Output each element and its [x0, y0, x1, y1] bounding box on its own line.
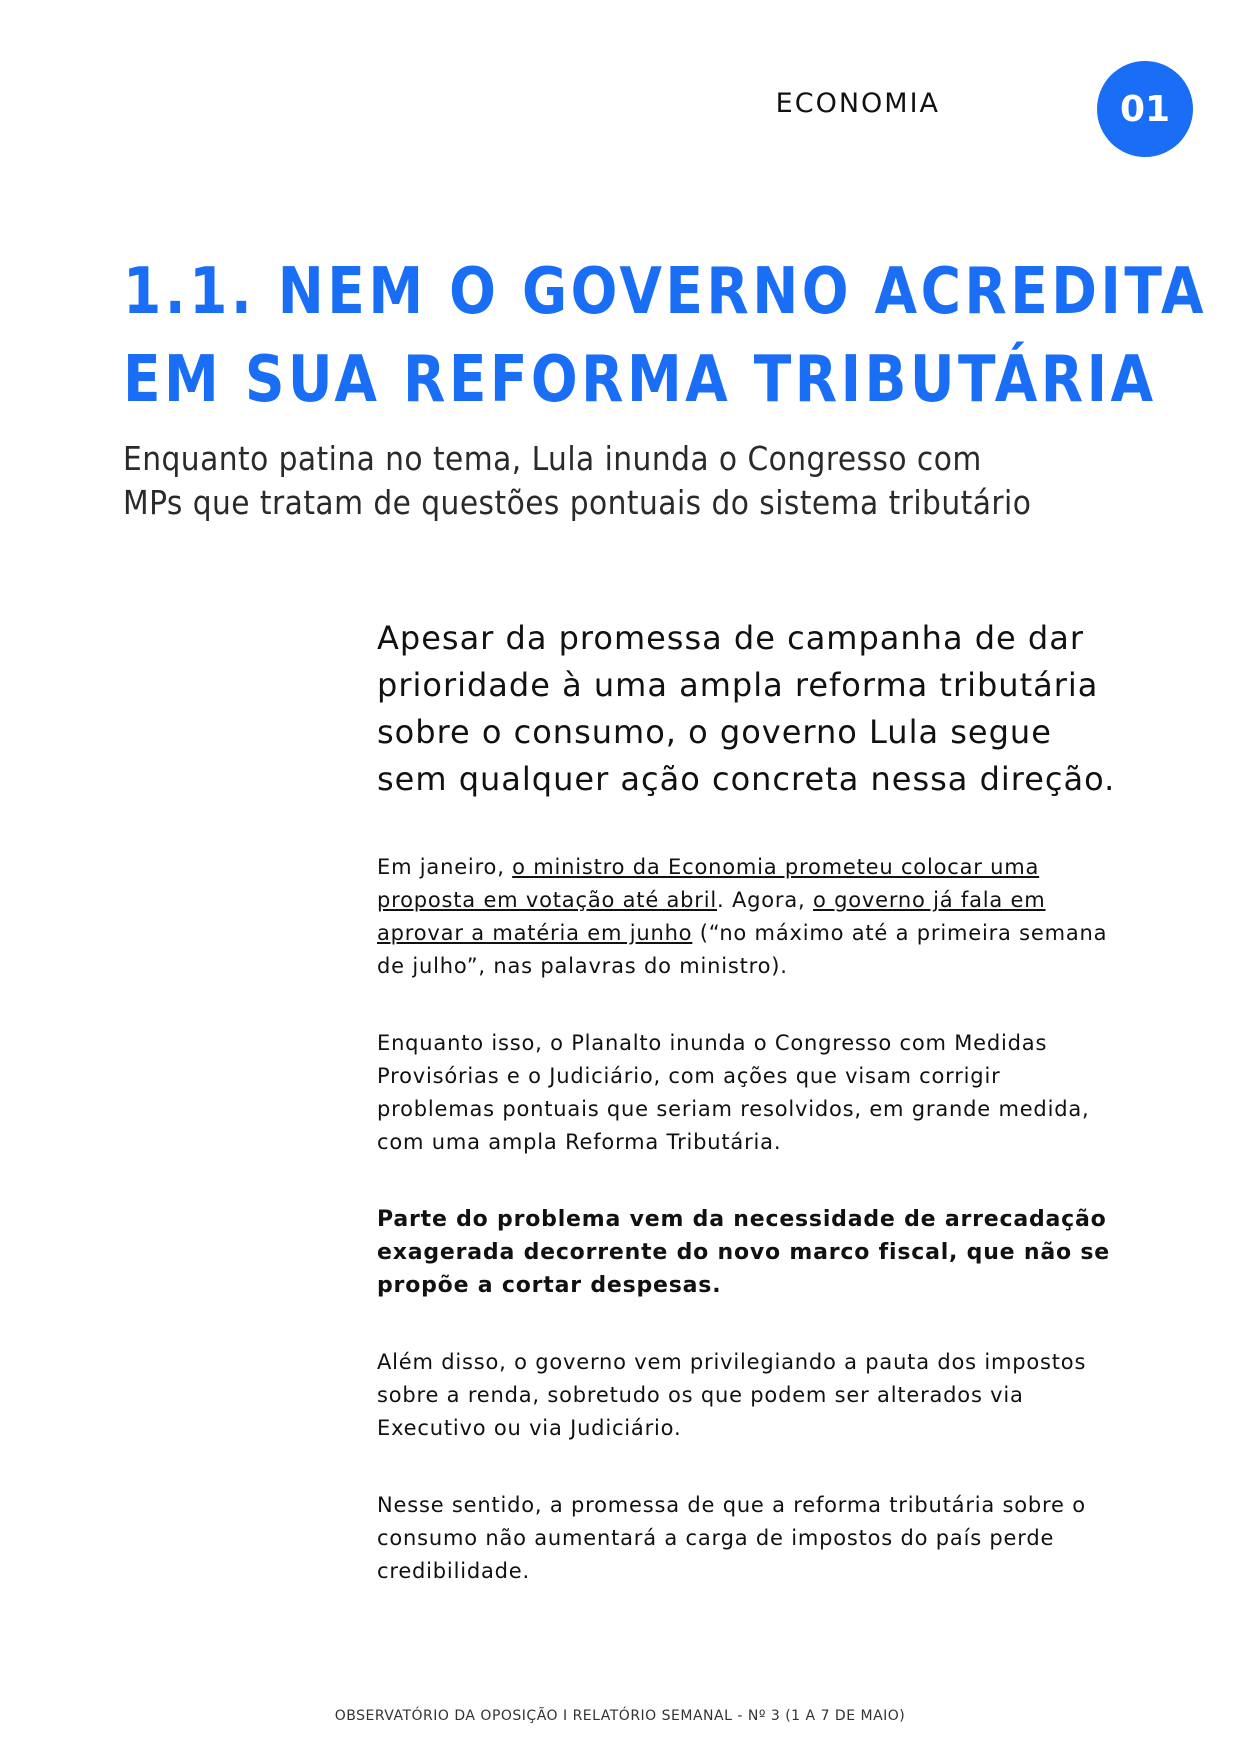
section-number-badge: 01: [1097, 61, 1193, 157]
section-label: ECONOMIA: [775, 88, 940, 119]
paragraph-1-start: Em janeiro,: [377, 855, 513, 879]
page-title-line-2: EM SUA REFORMA TRIBUTÁRIA: [123, 343, 1157, 417]
page-title: [123, 248, 1208, 424]
page-title-line-1: 1.1. NEM O GOVERNO ACREDITA: [123, 255, 1208, 329]
paragraph-2: Enquanto isso, o Planalto inunda o Congresso com Medidas Provisórias e o Judiciário, com ações que visam corrigir problemas pontuais que seriam resolvidos, em grande medida, com uma ampla Reforma Tributária.: [377, 1031, 1090, 1154]
paragraph-1: [377, 851, 1117, 983]
government-june-link[interactable]: o governo já fala em aprovar a matéria em junho: [377, 888, 1046, 945]
paragraph-4: Além disso, o governo vem privilegiando a pauta dos impostos sobre a renda, sobretudo os que podem ser alterados via Executivo ou via Judiciário.: [377, 1350, 1087, 1440]
minister-promise-link[interactable]: o ministro da Economia prometeu colocar uma proposta em votação até abril: [377, 855, 1040, 912]
page-subtitle-line-2: MPs que tratam de questões pontuais do sistema tributário: [123, 483, 1032, 522]
paragraph-5: Nesse sentido, a promessa de que a reforma tributária sobre o consumo não aumentará a carga de impostos do país perde credibilidade.: [377, 1493, 1086, 1583]
paragraph-1-end: (“no máximo até a primeira semana de julho”, nas palavras do ministro).: [377, 921, 1108, 978]
paragraph-1-middle: . Agora,: [717, 888, 813, 912]
page-footer: OBSERVATÓRIO DA OPOSIÇÃO I RELATÓRIO SEMANAL - Nº 3 (1 A 7 DE MAIO): [334, 1708, 906, 1724]
page-subtitle: [123, 437, 1113, 525]
article-body: [377, 615, 1117, 1632]
page-subtitle-line-1: Enquanto patina no tema, Lula inunda o Congresso com: [123, 439, 982, 478]
paragraph-3-highlight: Parte do problema vem da necessidade de arrecadação exagerada decorrente do novo marco fiscal, que não se propõe a cortar despesas.: [377, 1207, 1110, 1298]
lead-paragraph: Apesar da promessa de campanha de dar prioridade à uma ampla reforma tributária sobre o consumo, o governo Lula segue sem qualquer ação concreta nessa direção.: [377, 619, 1116, 798]
